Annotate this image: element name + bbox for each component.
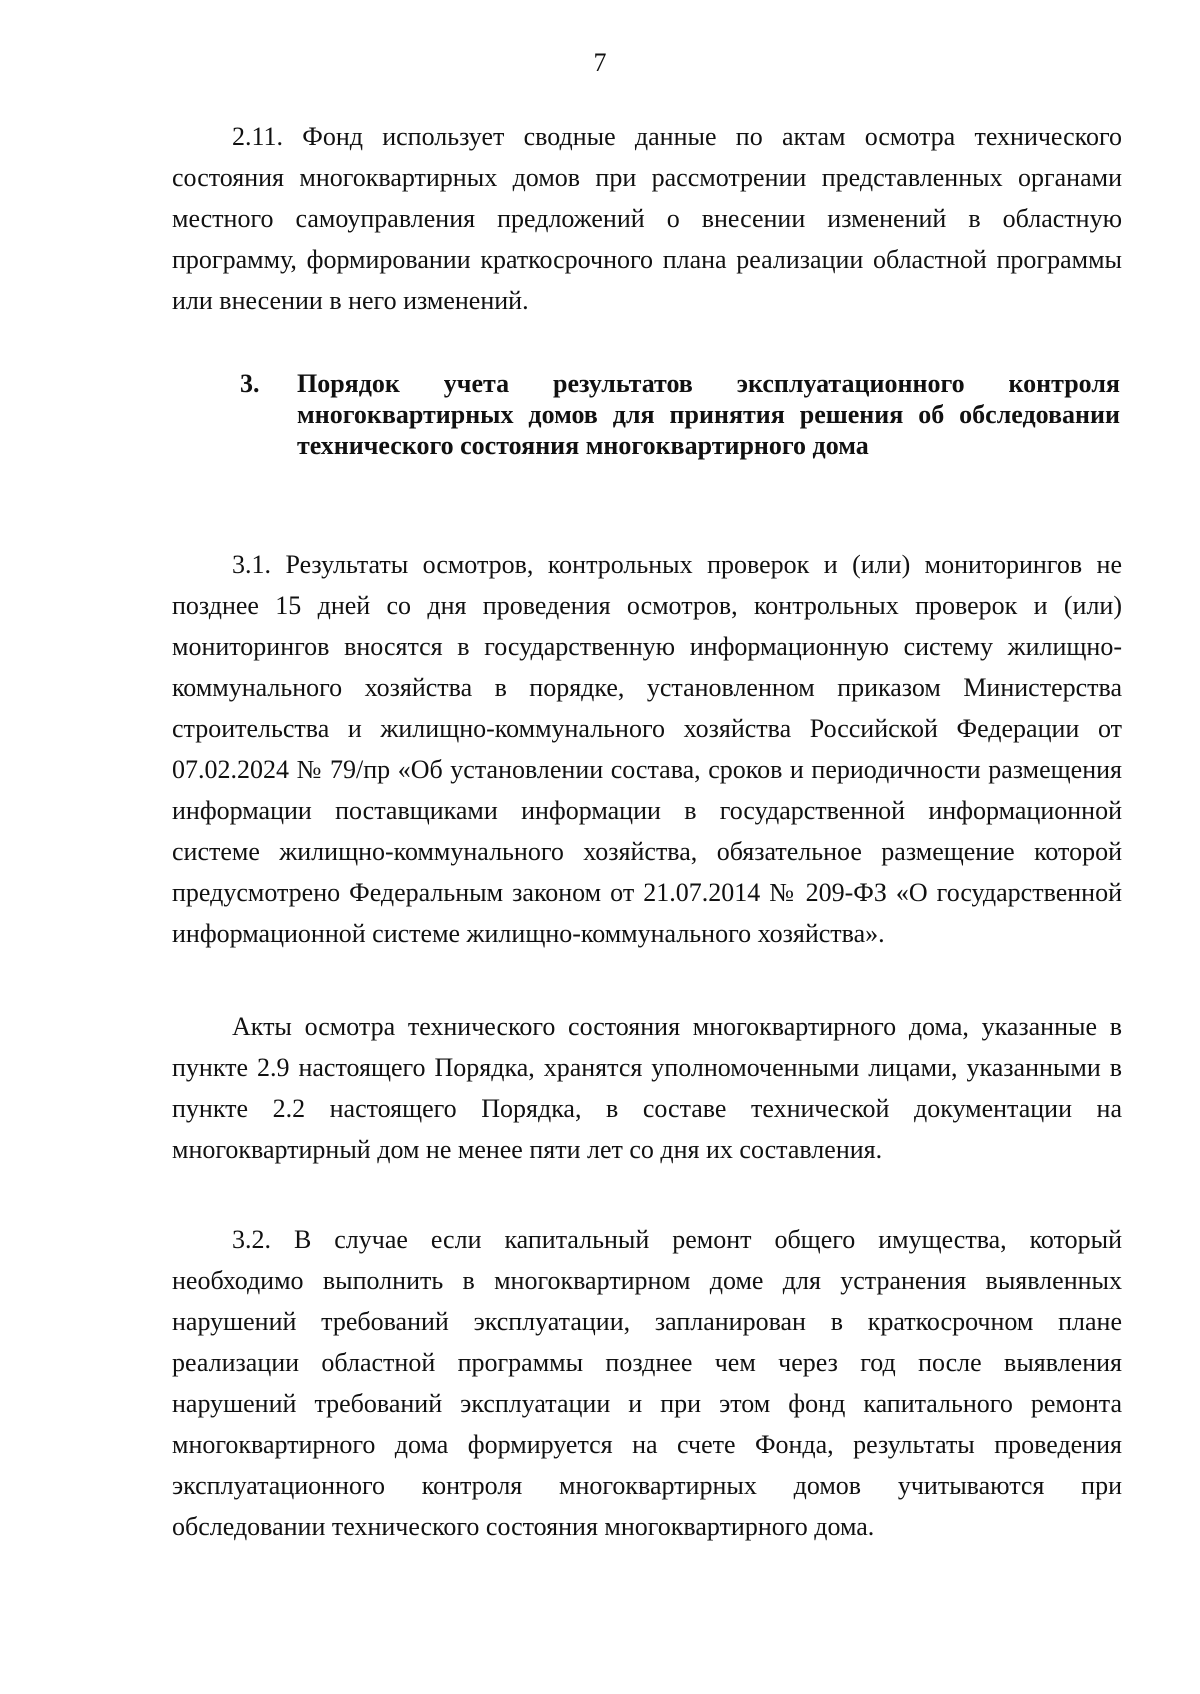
section-title: Порядок учета результатов эксплуатационного контроля многоквартирных домов для принятия решения об обследовании технического состояния многоквартирного дома	[297, 369, 1120, 460]
paragraph-2-11: 2.11. Фонд использует сводные данные по актам осмотра технического состояния многоквартирных домов при рассмотрении представленных органами местного самоуправления предложений о внесении изменений в областную программу, формировании краткосрочного плана реализации областной программы или внесении в него изменений.	[172, 122, 1122, 315]
page-number: 7	[593, 48, 607, 77]
paragraph-3-1: 3.1. Результаты осмотров, контрольных проверок и (или) мониторингов не позднее 15 дней со дня проведения осмотров, контрольных проверок и (или) мониторингов вносятся в государственную информационную систему жилищно-коммунального хозяйства в порядке, установленном приказом Министерства строительства и жилищно-коммунального хозяйства Российской Федерации от 07.02.2024 № 79/пр «Об установлении состава, сроков и периодичности размещения информации поставщиками информации в государственной информационной системе жилищно-коммунального хозяйства, обязательное размещение которой предусмотрено Федеральным законом от 21.07.2014 № 209-ФЗ «О государственной информационной системе жилищно-коммунального хозяйства».	[172, 550, 1122, 948]
paragraph-acts: Акты осмотра технического состояния многоквартирного дома, указанные в пункте 2.9 настоящего Порядка, хранятся уполномоченными лицами, указанными в пункте 2.2 настоящего Порядка, в составе технической документации на многоквартирный дом не менее пяти лет со дня их составления.	[172, 1012, 1122, 1164]
section-heading	[240, 368, 1120, 461]
section-number: 3.	[240, 369, 260, 398]
paragraph-3-2: 3.2. В случае если капитальный ремонт общего имущества, который необходимо выполнить в многоквартирном доме для устранения выявленных нарушений требований эксплуатации, запланирован в краткосрочном плане реализации областной программы позднее чем через год после выявления нарушений требований эксплуатации и при этом фонд капитального ремонта многоквартирного дома формируется на счете Фонда, результаты проведения эксплуатационного контроля многоквартирных домов учитываются при обследовании технического состояния многоквартирного дома.	[172, 1225, 1122, 1541]
